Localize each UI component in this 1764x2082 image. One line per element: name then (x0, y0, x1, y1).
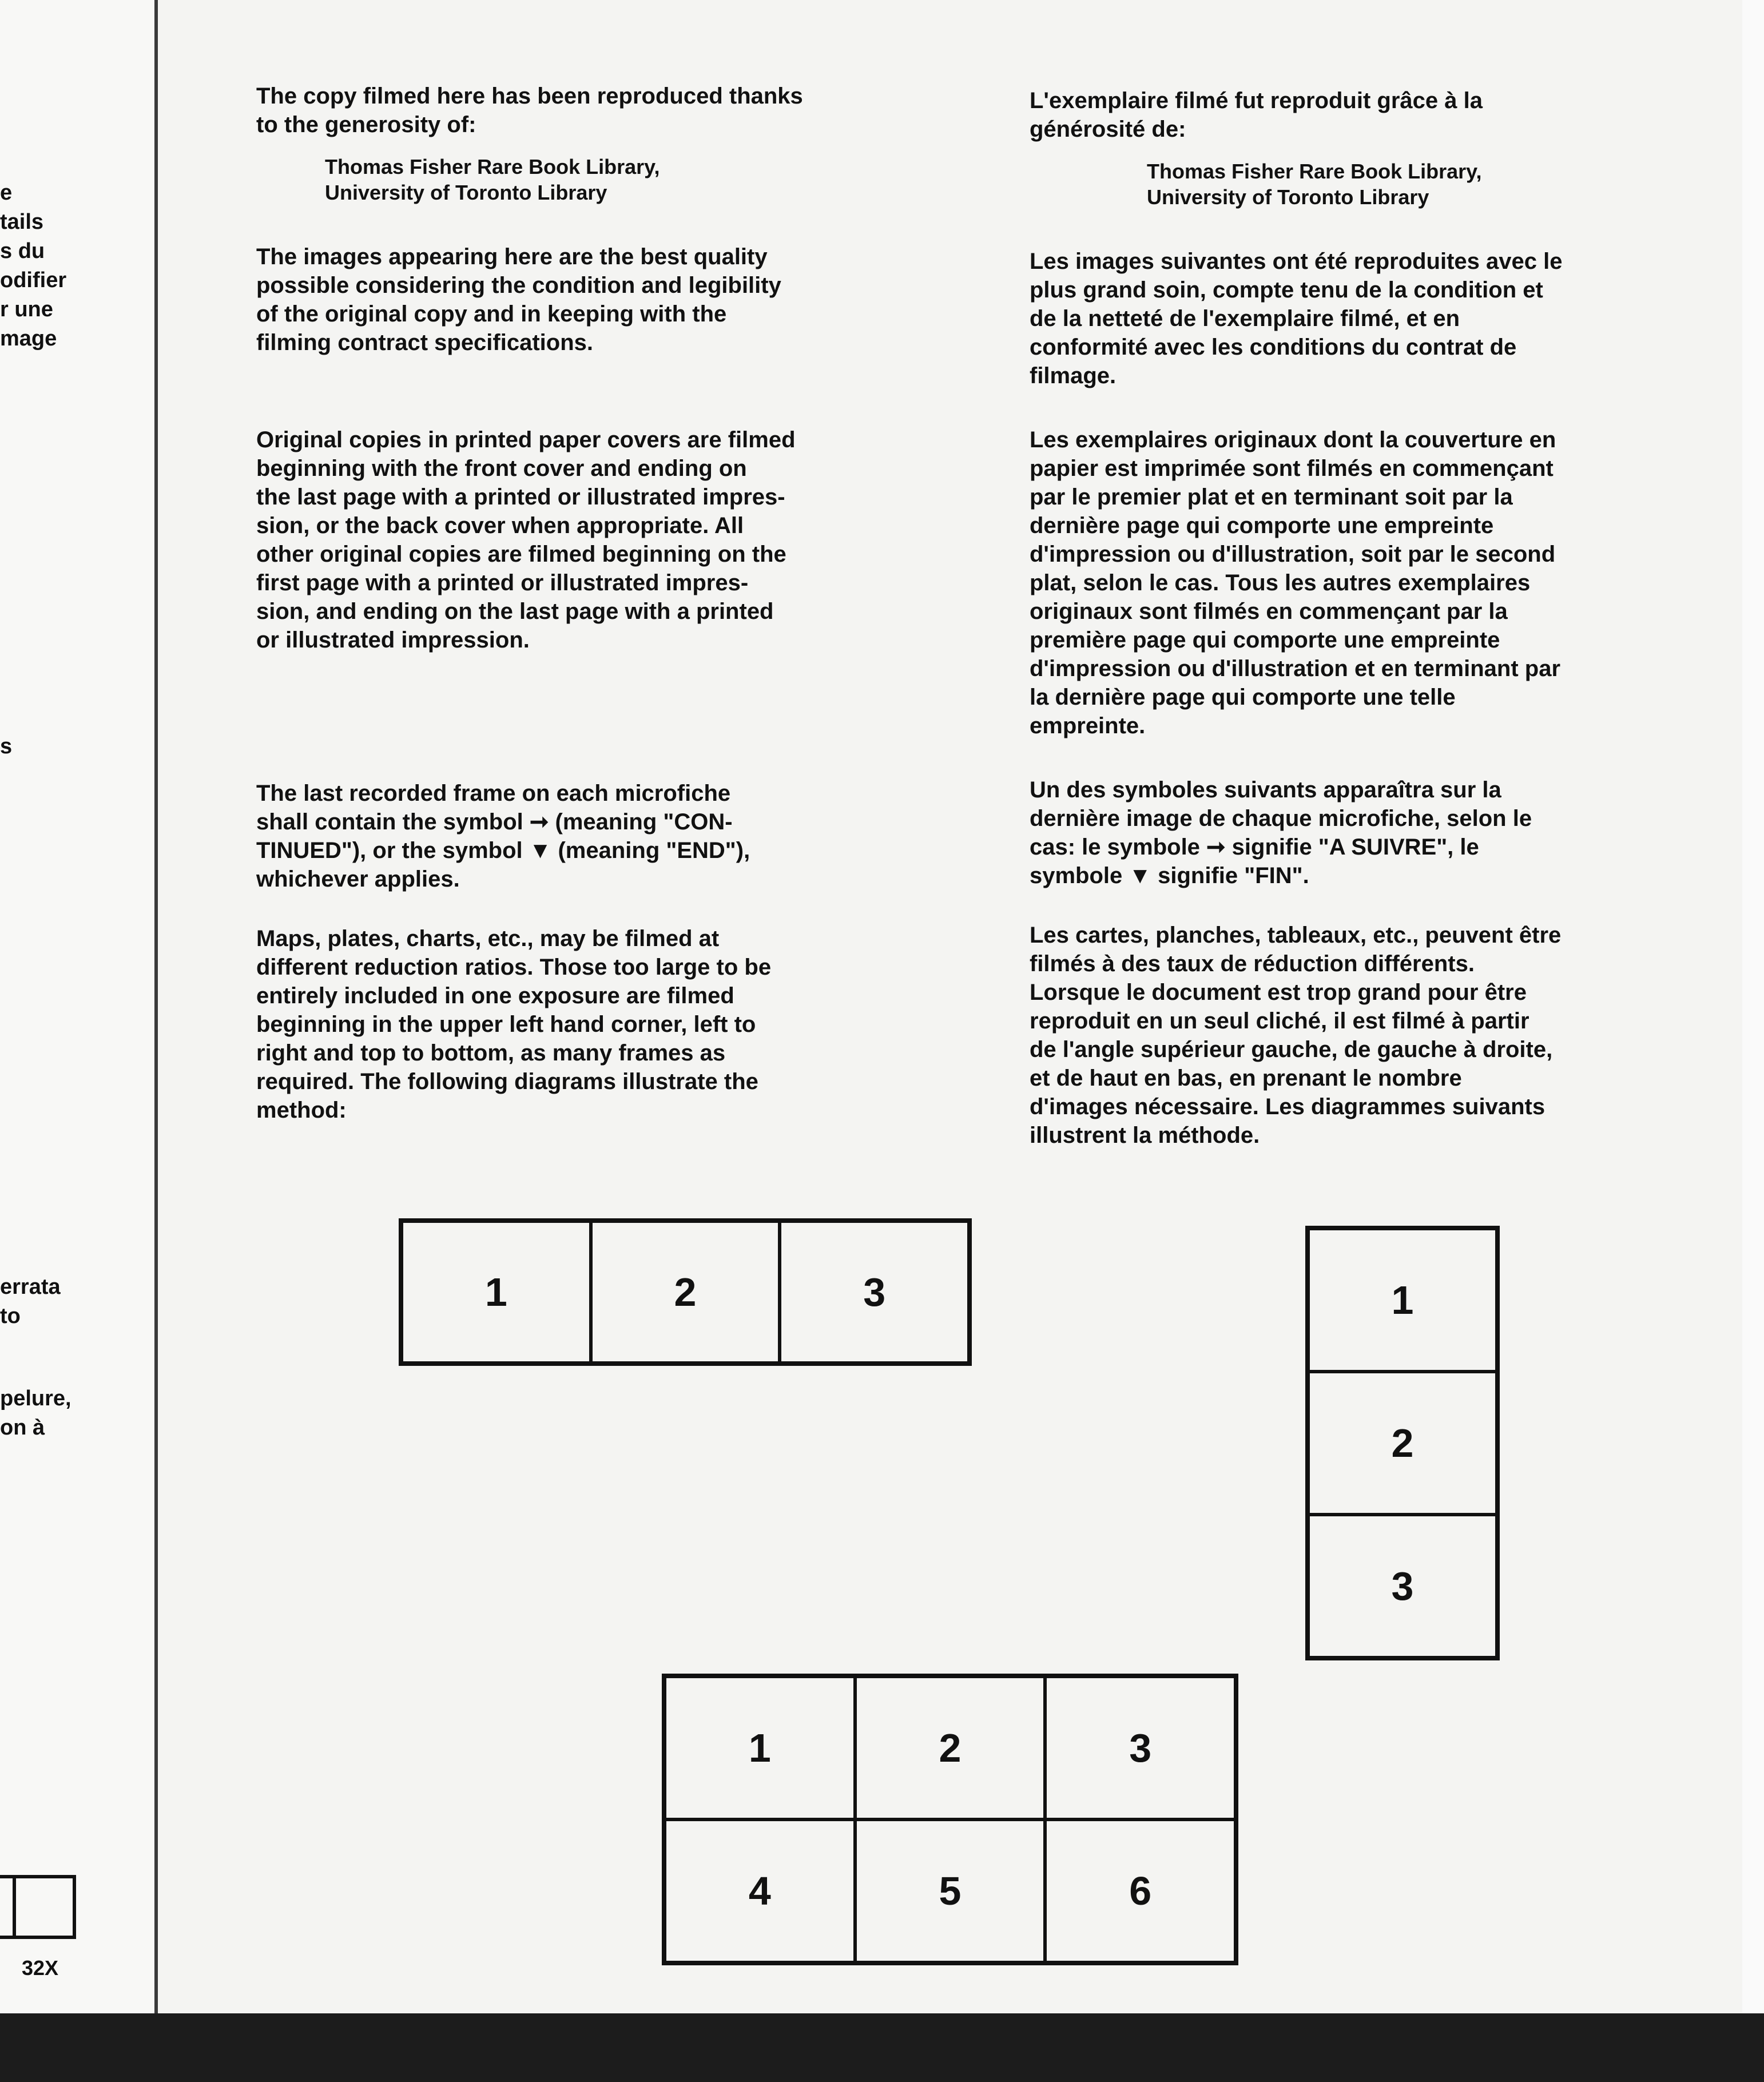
french-credit: L'exemplaire filmé fut reproduit grâce à la générosité de: (1030, 88, 1483, 142)
margin-fragment: errata (0, 1275, 61, 1299)
reduction-box (0, 1875, 76, 1939)
frame-cell: 2 (855, 1676, 1046, 1819)
scanner-bottom-border (0, 2013, 1764, 2082)
french-maps: Les cartes, planches, tableaux, etc., peuvent être filmés à des taux de réduction différents. Lorsque le document est trop grand pour être reproduit en un seul cliché, il est filmé à partir de l'angle supérieur gauche, de gauche à droite, et de haut en bas, en prenant le nombre d'images nécessaire. Les diagrammes suivants illustrent la méthode. (1030, 923, 1562, 1148)
french-column (1030, 86, 1705, 1150)
french-quality: Les images suivantes ont été reproduites avec le plus grand soin, compte tenu de la condition et de la netteté de l'exemplaire filmé, et en conformité avec les conditions du contrat de filmage. (1030, 249, 1563, 388)
diagram-row (399, 1218, 972, 1366)
english-quality: The images appearing here are the best quality possible considering the condition and legibility of the original copy and in keeping with the filming contract specifications. (256, 244, 781, 355)
margin-fragment: mage (0, 327, 57, 351)
frame-cell: 3 (1045, 1676, 1235, 1819)
diagram-grid (662, 1674, 1238, 1965)
margin-fragment: s du (0, 239, 45, 263)
english-credit: The copy filmed here has been reproduced thanks to the generosity of: (256, 84, 803, 137)
frame-cell: 3 (1308, 1515, 1497, 1658)
frame-cell: 5 (855, 1819, 1046, 1962)
margin-fragment: r une (0, 297, 53, 321)
margin-fragment: e (0, 181, 13, 205)
diagram-column (1305, 1226, 1500, 1660)
frame-cell: 2 (1308, 1372, 1497, 1515)
french-library: Thomas Fisher Rare Book Library, University of Toronto Library (1147, 160, 1482, 209)
frame-cell: 1 (402, 1221, 591, 1363)
reduction-label: 32X (22, 1956, 59, 1980)
frame-cell: 6 (1045, 1819, 1235, 1962)
margin-fragment: tails (0, 210, 44, 234)
french-symbols: Un des symboles suivants apparaîtra sur la dernière image de chaque microfiche, selon le cas: le symbole ➞ signifie "A SUIVRE", le symbole ▼ signifie "FIN". (1030, 777, 1532, 888)
frame-cell: 3 (780, 1221, 969, 1363)
next-page-edge (1742, 0, 1764, 2013)
english-covers: Original copies in printed paper covers are filmed beginning with the front cover and ending on the last page with a printed or illustrated impres- sion, or the back cover when appropriate. All other original copies are filmed beginning on the first page with a printed or illustrated impres- sion, and ending on the last page with a printed or illustrated impression. (256, 427, 796, 653)
frame-cell: 4 (665, 1819, 855, 1962)
margin-fragment: to (0, 1304, 21, 1328)
frame-cell: 1 (665, 1676, 855, 1819)
margin-fragment: s (0, 734, 13, 758)
margin-fragment: odifier (0, 268, 67, 292)
margin-fragment: on à (0, 1416, 45, 1440)
english-maps: Maps, plates, charts, etc., may be filmed at different reduction ratios. Those too large to be entirely included in one exposure are filmed beginning in the upper left hand corner, left to right and top to bottom, as many frames as required. The following diagrams illustrate the method: (256, 926, 772, 1123)
english-symbols: The last recorded frame on each microfiche shall contain the symbol ➞ (meaning "CON- TINUED"), or the symbol ▼ (meaning "END"), whichever applies. (256, 781, 750, 892)
english-library: Thomas Fisher Rare Book Library, University of Toronto Library (325, 155, 660, 204)
french-covers: Les exemplaires originaux dont la couverture en papier est imprimée sont filmés en commençant par le premier plat et en terminant soit par la dernière page qui comporte une empreinte d'impression ou d'illustration, soit par le second plat, selon le cas. Tous les autres exemplaires originaux sont filmés en commençant par la première page qui comporte une empreinte d'impression ou d'illustration et en terminant par la dernière page qui comporte une telle empreinte. (1030, 427, 1561, 738)
frame-cell: 1 (1308, 1229, 1497, 1372)
previous-page-edge (0, 0, 158, 2013)
margin-fragment: pelure, (0, 1386, 71, 1410)
frame-cell: 2 (591, 1221, 780, 1363)
english-column (256, 82, 914, 1125)
